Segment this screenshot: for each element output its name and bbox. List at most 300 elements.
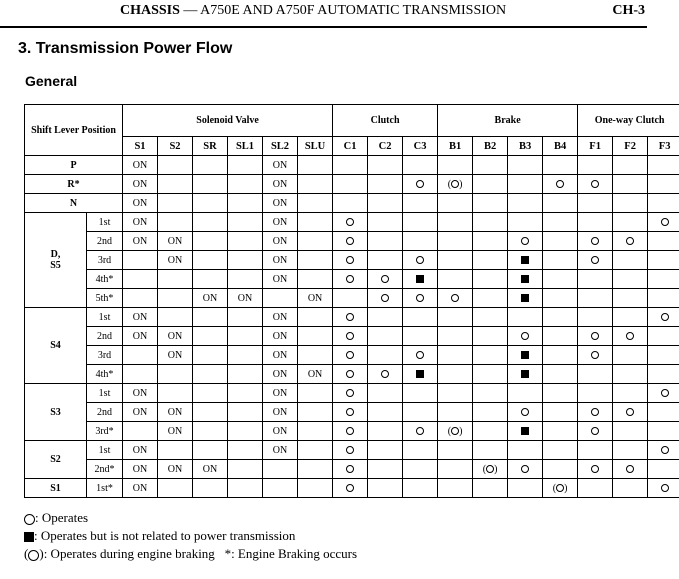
cell-c2 xyxy=(368,308,403,327)
cell-s2 xyxy=(158,384,193,403)
operates-circle-icon xyxy=(661,218,669,226)
legend-operates-text: : Operates xyxy=(35,510,89,525)
operates-circle-icon xyxy=(591,351,599,359)
operates-circle-icon xyxy=(381,370,389,378)
operates-circle-icon xyxy=(591,237,599,245)
cell-s1 xyxy=(123,422,158,441)
cell-s1: ON xyxy=(123,327,158,346)
legend-engine-braking-text: : Operates during engine braking xyxy=(43,546,215,561)
cell-sl1 xyxy=(228,403,263,422)
column-header-f2: F2 xyxy=(613,137,648,156)
cell-b3 xyxy=(508,346,543,365)
cell-sr xyxy=(193,441,228,460)
operates-circle-icon xyxy=(591,427,599,435)
gear-cell: 2nd xyxy=(87,232,123,251)
cell-b3 xyxy=(508,460,543,479)
cell-b2 xyxy=(473,232,508,251)
operates-circle-icon xyxy=(661,313,669,321)
cell-b1 xyxy=(438,346,473,365)
cell-slu xyxy=(298,213,333,232)
operates-circle-icon xyxy=(591,256,599,264)
operates-circle-icon xyxy=(661,446,669,454)
cell-s2: ON xyxy=(158,327,193,346)
cell-c3 xyxy=(403,289,438,308)
operates-circle-icon xyxy=(346,275,354,283)
column-header-sl1: SL1 xyxy=(228,137,263,156)
cell-sr xyxy=(193,479,228,498)
cell-f1 xyxy=(578,460,613,479)
cell-f1 xyxy=(578,251,613,270)
cell-s2 xyxy=(158,365,193,384)
gear-cell: 1st xyxy=(87,441,123,460)
operates-circle-icon xyxy=(416,180,424,188)
cell-f2 xyxy=(613,251,648,270)
cell-s2 xyxy=(158,308,193,327)
header-title-separator: — xyxy=(179,3,201,18)
cell-b1 xyxy=(438,460,473,479)
cell-b1 xyxy=(438,479,473,498)
cell-b3 xyxy=(508,213,543,232)
cell-f3 xyxy=(648,194,679,213)
cell-sl2: ON xyxy=(263,270,298,289)
cell-f1 xyxy=(578,270,613,289)
cell-c1 xyxy=(333,403,368,422)
cell-c1 xyxy=(333,460,368,479)
table-row xyxy=(25,327,679,346)
gear-cell: 2nd xyxy=(87,327,123,346)
cell-b2 xyxy=(473,308,508,327)
cell-f3 xyxy=(648,175,679,194)
cell-b1 xyxy=(438,232,473,251)
page-header xyxy=(0,0,647,28)
clutch-header: Clutch xyxy=(333,105,438,137)
column-header-s1: S1 xyxy=(123,137,158,156)
cell-b1 xyxy=(438,270,473,289)
cell-sl1 xyxy=(228,346,263,365)
cell-b4 xyxy=(543,232,578,251)
cell-f1 xyxy=(578,422,613,441)
cell-b3 xyxy=(508,175,543,194)
cell-s2: ON xyxy=(158,232,193,251)
cell-c3 xyxy=(403,365,438,384)
shift-position-cell: R* xyxy=(25,175,123,194)
filled-square-icon xyxy=(521,275,529,283)
cell-slu xyxy=(298,270,333,289)
column-header-b4: B4 xyxy=(543,137,578,156)
gear-cell: 3rd xyxy=(87,346,123,365)
cell-b3 xyxy=(508,251,543,270)
shift-position-cell: S2 xyxy=(25,441,87,479)
table-row xyxy=(25,251,679,270)
cell-c3 xyxy=(403,403,438,422)
cell-b4 xyxy=(543,175,578,194)
oneway-clutch-header: One-way Clutch xyxy=(578,105,679,137)
cell-s2 xyxy=(158,479,193,498)
cell-c2 xyxy=(368,365,403,384)
cell-b1 xyxy=(438,194,473,213)
operates-circle-icon xyxy=(346,427,354,435)
cell-f2 xyxy=(613,384,648,403)
cell-sl1 xyxy=(228,156,263,175)
cell-s2: ON xyxy=(158,422,193,441)
column-header-sl2: SL2 xyxy=(263,137,298,156)
operates-circle-icon xyxy=(346,256,354,264)
cell-sr xyxy=(193,308,228,327)
cell-s1 xyxy=(123,346,158,365)
cell-c2 xyxy=(368,441,403,460)
cell-c3 xyxy=(403,308,438,327)
column-header-b3: B3 xyxy=(508,137,543,156)
cell-sl1 xyxy=(228,194,263,213)
cell-c2 xyxy=(368,270,403,289)
header-title-main: CHASSIS xyxy=(120,3,180,18)
cell-s1 xyxy=(123,251,158,270)
operates-circle-icon xyxy=(346,446,354,454)
operates-circle-icon xyxy=(346,389,354,397)
cell-b2 xyxy=(473,441,508,460)
cell-c1 xyxy=(333,479,368,498)
cell-b4 xyxy=(543,403,578,422)
cell-b2 xyxy=(473,251,508,270)
cell-c3 xyxy=(403,175,438,194)
cell-c2 xyxy=(368,422,403,441)
column-header-f3: F3 xyxy=(648,137,679,156)
operates-circle-icon xyxy=(521,332,529,340)
cell-c1 xyxy=(333,422,368,441)
cell-c2 xyxy=(368,251,403,270)
cell-f2 xyxy=(613,232,648,251)
column-header-c2: C2 xyxy=(368,137,403,156)
cell-f1 xyxy=(578,175,613,194)
table-row xyxy=(25,346,679,365)
cell-s1: ON xyxy=(123,156,158,175)
cell-sr xyxy=(193,403,228,422)
filled-square-icon xyxy=(521,427,529,435)
cell-b1 xyxy=(438,403,473,422)
cell-c3 xyxy=(403,232,438,251)
cell-b1: ( ) xyxy=(438,175,473,194)
legend-not-related-text: : Operates but is not related to power transmission xyxy=(34,528,296,543)
cell-sl2: ON xyxy=(263,422,298,441)
cell-slu xyxy=(298,460,333,479)
cell-s2 xyxy=(158,289,193,308)
operates-circle-icon xyxy=(591,465,599,473)
cell-s2 xyxy=(158,194,193,213)
cell-c2 xyxy=(368,175,403,194)
cell-f2 xyxy=(613,289,648,308)
cell-f3 xyxy=(648,327,679,346)
cell-c1 xyxy=(333,365,368,384)
table-row xyxy=(25,460,679,479)
table-row xyxy=(25,232,679,251)
cell-b3 xyxy=(508,156,543,175)
cell-c2 xyxy=(368,156,403,175)
table-row xyxy=(25,422,679,441)
cell-f3 xyxy=(648,403,679,422)
cell-f3 xyxy=(648,251,679,270)
cell-slu xyxy=(298,175,333,194)
cell-b1 xyxy=(438,289,473,308)
operates-circle-icon xyxy=(346,484,354,492)
cell-sl1 xyxy=(228,213,263,232)
cell-f1 xyxy=(578,479,613,498)
cell-sl2: ON xyxy=(263,403,298,422)
operates-circle-icon xyxy=(521,465,529,473)
shift-position-cell: D, S5 xyxy=(25,213,87,308)
cell-f1 xyxy=(578,232,613,251)
cell-f3 xyxy=(648,441,679,460)
cell-s1: ON xyxy=(123,175,158,194)
operates-circle-icon xyxy=(661,484,669,492)
cell-c1 xyxy=(333,346,368,365)
engine-braking-circle-icon xyxy=(556,484,564,492)
cell-b4 xyxy=(543,422,578,441)
cell-b1 xyxy=(438,251,473,270)
cell-s2: ON xyxy=(158,346,193,365)
shift-lever-position-header: Shift Lever Position xyxy=(25,105,123,156)
filled-square-icon xyxy=(416,275,424,283)
filled-square-icon xyxy=(24,532,34,542)
cell-b4 xyxy=(543,365,578,384)
cell-s1: ON xyxy=(123,308,158,327)
gear-cell: 3rd* xyxy=(87,422,123,441)
cell-b1 xyxy=(438,327,473,346)
cell-s2 xyxy=(158,213,193,232)
cell-f3 xyxy=(648,460,679,479)
cell-sr xyxy=(193,346,228,365)
cell-b4: ( ) xyxy=(543,479,578,498)
cell-f3 xyxy=(648,365,679,384)
column-header-b2: B2 xyxy=(473,137,508,156)
cell-b2 xyxy=(473,175,508,194)
cell-b3 xyxy=(508,479,543,498)
cell-f3 xyxy=(648,422,679,441)
cell-f1 xyxy=(578,213,613,232)
cell-s1: ON xyxy=(123,232,158,251)
section-title: 3. Transmission Power Flow xyxy=(18,40,233,57)
cell-f2 xyxy=(613,270,648,289)
cell-s1 xyxy=(123,270,158,289)
table-row xyxy=(25,213,679,232)
cell-s1 xyxy=(123,365,158,384)
cell-b2 xyxy=(473,213,508,232)
legend-engine-braking: ( ): Operates during engine braking *: Engine Braking occurs xyxy=(24,546,358,561)
cell-b2 xyxy=(473,289,508,308)
cell-b4 xyxy=(543,270,578,289)
operates-circle-icon xyxy=(381,275,389,283)
cell-f2 xyxy=(613,175,648,194)
cell-s2 xyxy=(158,441,193,460)
cell-s1: ON xyxy=(123,384,158,403)
cell-c1 xyxy=(333,156,368,175)
cell-sr: ON xyxy=(193,289,228,308)
cell-b4 xyxy=(543,289,578,308)
cell-sr xyxy=(193,156,228,175)
header-row-columns xyxy=(25,137,679,156)
gear-cell: 1st xyxy=(87,384,123,403)
cell-slu xyxy=(298,346,333,365)
cell-b3 xyxy=(508,384,543,403)
cell-c2 xyxy=(368,232,403,251)
cell-slu xyxy=(298,156,333,175)
gear-cell: 2nd xyxy=(87,403,123,422)
cell-sl1 xyxy=(228,460,263,479)
gear-cell: 4th* xyxy=(87,270,123,289)
table-row xyxy=(25,194,679,213)
cell-sl2: ON xyxy=(263,232,298,251)
cell-f2 xyxy=(613,441,648,460)
solenoid-valve-header: Solenoid Valve xyxy=(123,105,333,137)
column-header-slu: SLU xyxy=(298,137,333,156)
cell-sl2: ON xyxy=(263,251,298,270)
cell-c2 xyxy=(368,384,403,403)
operates-circle-icon xyxy=(556,180,564,188)
cell-sl2: ON xyxy=(263,213,298,232)
gear-cell: 4th* xyxy=(87,365,123,384)
cell-sl2: ON xyxy=(263,441,298,460)
cell-c1 xyxy=(333,270,368,289)
cell-b3 xyxy=(508,403,543,422)
cell-sl1 xyxy=(228,441,263,460)
circle-icon xyxy=(24,514,35,525)
table-row xyxy=(25,479,679,498)
cell-b1 xyxy=(438,308,473,327)
cell-b3 xyxy=(508,232,543,251)
cell-f2 xyxy=(613,213,648,232)
cell-c1 xyxy=(333,308,368,327)
cell-sl1 xyxy=(228,479,263,498)
cell-c3 xyxy=(403,479,438,498)
cell-sl2: ON xyxy=(263,175,298,194)
cell-c3 xyxy=(403,194,438,213)
column-header-s2: S2 xyxy=(158,137,193,156)
cell-b1: ( ) xyxy=(438,422,473,441)
cell-slu xyxy=(298,327,333,346)
cell-slu: ON xyxy=(298,289,333,308)
cell-b3 xyxy=(508,270,543,289)
cell-sr xyxy=(193,270,228,289)
cell-b2 xyxy=(473,384,508,403)
cell-c3 xyxy=(403,213,438,232)
cell-slu xyxy=(298,422,333,441)
gear-cell: 1st xyxy=(87,213,123,232)
cell-sl2 xyxy=(263,479,298,498)
cell-s2 xyxy=(158,270,193,289)
cell-c2 xyxy=(368,327,403,346)
table-body xyxy=(25,156,679,498)
cell-c1 xyxy=(333,384,368,403)
cell-sl2: ON xyxy=(263,308,298,327)
cell-s1: ON xyxy=(123,194,158,213)
cell-b4 xyxy=(543,194,578,213)
cell-c2 xyxy=(368,289,403,308)
cell-sl1 xyxy=(228,422,263,441)
shift-position-cell: S4 xyxy=(25,308,87,384)
power-flow-table xyxy=(24,104,679,498)
cell-b1 xyxy=(438,213,473,232)
header-row-groups xyxy=(25,105,679,137)
shift-position-cell: S1 xyxy=(25,479,87,498)
operates-circle-icon xyxy=(381,294,389,302)
cell-c2 xyxy=(368,346,403,365)
cell-f2 xyxy=(613,403,648,422)
operates-circle-icon xyxy=(346,332,354,340)
table-row xyxy=(25,384,679,403)
cell-b3 xyxy=(508,422,543,441)
operates-circle-icon xyxy=(626,237,634,245)
operates-circle-icon xyxy=(626,408,634,416)
cell-c2 xyxy=(368,194,403,213)
table-row xyxy=(25,403,679,422)
operates-circle-icon xyxy=(346,218,354,226)
cell-b4 xyxy=(543,460,578,479)
column-header-f1: F1 xyxy=(578,137,613,156)
cell-c1 xyxy=(333,175,368,194)
table-row xyxy=(25,270,679,289)
cell-f2 xyxy=(613,365,648,384)
cell-sl1 xyxy=(228,365,263,384)
operates-circle-icon xyxy=(416,427,424,435)
cell-slu xyxy=(298,308,333,327)
cell-sr xyxy=(193,327,228,346)
cell-f3 xyxy=(648,289,679,308)
cell-s2: ON xyxy=(158,460,193,479)
table-row xyxy=(25,441,679,460)
cell-slu xyxy=(298,441,333,460)
cell-b4 xyxy=(543,213,578,232)
cell-f1 xyxy=(578,156,613,175)
cell-sl2: ON xyxy=(263,384,298,403)
cell-sr xyxy=(193,365,228,384)
cell-c3 xyxy=(403,156,438,175)
cell-s1: ON xyxy=(123,403,158,422)
operates-circle-icon xyxy=(346,313,354,321)
cell-slu xyxy=(298,384,333,403)
operates-circle-icon xyxy=(346,408,354,416)
cell-sr: ON xyxy=(193,460,228,479)
cell-b1 xyxy=(438,441,473,460)
cell-b3 xyxy=(508,289,543,308)
cell-c3 xyxy=(403,384,438,403)
page-number: CH-3 xyxy=(612,3,645,18)
cell-s2: ON xyxy=(158,403,193,422)
cell-slu xyxy=(298,479,333,498)
operates-circle-icon xyxy=(416,351,424,359)
operates-circle-icon xyxy=(346,237,354,245)
operates-circle-icon xyxy=(346,370,354,378)
brake-header: Brake xyxy=(438,105,578,137)
filled-square-icon xyxy=(521,294,529,302)
cell-sl2: ON xyxy=(263,194,298,213)
cell-f1 xyxy=(578,403,613,422)
engine-braking-circle-icon xyxy=(486,465,494,473)
cell-c1 xyxy=(333,232,368,251)
cell-b2 xyxy=(473,156,508,175)
operates-circle-icon xyxy=(591,408,599,416)
cell-b3 xyxy=(508,327,543,346)
cell-b3 xyxy=(508,365,543,384)
cell-sr xyxy=(193,194,228,213)
gear-cell: 1st xyxy=(87,308,123,327)
cell-b2: ( ) xyxy=(473,460,508,479)
cell-sl2: ON xyxy=(263,327,298,346)
cell-b3 xyxy=(508,441,543,460)
cell-sl1 xyxy=(228,232,263,251)
cell-sl1: ON xyxy=(228,289,263,308)
legend-not-related xyxy=(24,528,295,544)
operates-circle-icon xyxy=(591,180,599,188)
cell-f2 xyxy=(613,346,648,365)
